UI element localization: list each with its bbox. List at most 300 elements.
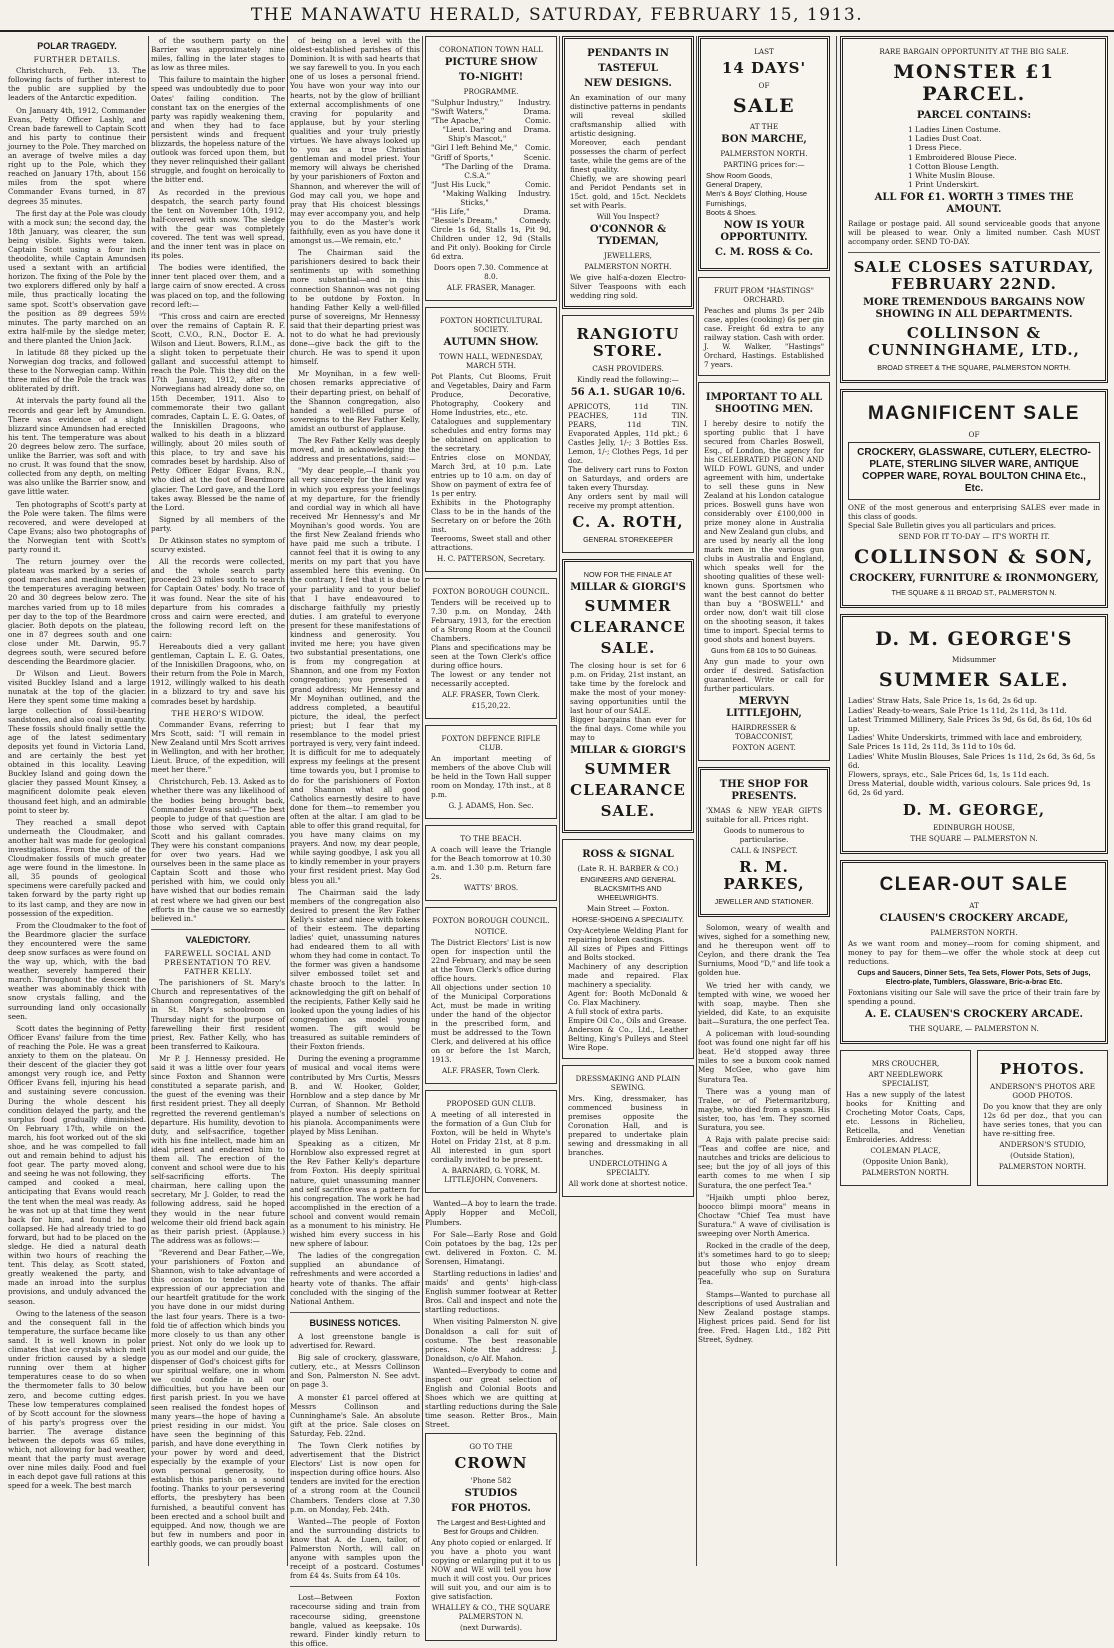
ad-title: NEW DESIGNS. xyxy=(584,78,672,89)
paragraph: Agent for: Booth McDonald & Co. Flax Machinery. xyxy=(568,989,688,1008)
ad-title: SALE xyxy=(732,95,796,117)
signature: H. C. PATTERSON, Secretary. xyxy=(436,554,546,564)
list-item: Ladies' White Underskirts, trimmed with lace and embroidery, Sale Prices 1s 11d, 2s 11d, 3s 11d to 10s 6d. xyxy=(848,733,1083,752)
paragraph: From the Cloudmaker to the foot of the Beardmore glacier the surface they encountered were the same deep snow surfaces as were found on the way up, which, with the bad weather, severely hampered their march. Throughout the descent the weather was abominably thick with snow crystals falling, and the surrounding land only occasionally seen. xyxy=(8,920,146,1021)
ad-heading: DRESSMAKING AND PLAIN SEWING. xyxy=(575,1074,681,1093)
item-list xyxy=(706,171,822,217)
paragraph: The ladies of the congregation supplied an abundance of refreshments and were accorded a hearty vote of thanks. The affair concluded with the singing of the National Anthem. xyxy=(290,1251,420,1306)
article-subheading: FURTHER DETAILS. xyxy=(33,55,121,65)
film-row-cell: "The Apache," xyxy=(431,116,485,126)
bottom-ads xyxy=(840,1050,1108,1192)
classified: Wanted—A boy to learn the trade. Apply Hopper and McColl, Plumbers. xyxy=(425,1199,557,1227)
ad-heading: GO TO THE xyxy=(469,1441,513,1451)
column-rule xyxy=(836,36,837,1566)
ad-title: IMPORTANT TO ALL SHOOTING MEN. xyxy=(705,392,823,416)
ad-subheading: ANDERSON'S PHOTOS ARE GOOD PHOTOS. xyxy=(990,1081,1095,1100)
paragraph: Speaking as a citizen, Mr Hornblow also expressed regret at the Rev Father Kelly's departure from Foxton. His deeply spiritual nature, quiet unassuming manner and self sacrifice was a pattern for his congregation. The work he had accomplished in the erection of a school and convent would remain as a monument to his ministry. He wished him every success in his new sphere of labour. xyxy=(290,1139,420,1249)
ad-heading: FOXTON BOROUGH COUNCIL. xyxy=(432,587,550,597)
sugar-price: 56 A.1. SUGAR 10/6. xyxy=(570,387,686,398)
advertiser-name: D. M. GEORGE, xyxy=(902,800,1046,819)
address: (Outside Station), xyxy=(1010,1150,1075,1160)
rangiotu-store-ad xyxy=(562,315,694,553)
paragraph: "My dear people,—I thank you all very sincerely for the kind way in which you express your feelings at my departure, for the friendly and cordial way in which all have received Mr Hennessy's and Mr Moynihan's good words. You are the first New Zealand friends who have paid me such a tribute. I cannot feel that it is owing to any merits on my part that you have assembled here this evening. On the contrary, I feel that it is due to your partiality and to your belief that I have endeavoured to discharge faithfully my priestly duties. I am grateful to everyone present for these manifestations of kindness and generosity. You invited me here; you have given two substantial presentations, one is from my congregation at Shannon, and one from my Foxton congregation; you presented a grand address; Mr Hennessy and Mr Moynihan outlined, and the address completed, a beautiful picture, the ideal, the perfect priest; but I fear that my resemblance to the model priest portrayed is very, very faint indeed. It is difficult for me to adequately express my feelings at the present time towards you, but I promise to do for the parishioners of Foxton and Shannon what all good Catholics earnestly desire to have done for them—to remember you often at the altar. I am glad to be able to offer this grand requital, for you have many claims on my prayers. And now, my dear people, while saying goodbye, I ask you all to kindly remember in your prayers your first resident priest. May God bless you all." xyxy=(290,466,420,885)
ad-heading: CORONATION TOWN HALL xyxy=(439,45,543,54)
signature: ALF. FRASER, Town Clerk. xyxy=(442,1066,540,1076)
advertiser-name: ANDERSON'S STUDIO, xyxy=(999,1139,1086,1149)
ad-title: PHOTOS. xyxy=(999,1059,1086,1078)
goods-list: Cups and Saucers, Dinner Sets, Tea Sets, Flower Pots, Sets of Jugs, Electro-plate, Tumblers, Glassware, Bric-a-brac Etc. xyxy=(857,967,1091,986)
price-list xyxy=(568,402,688,429)
anderson-photos-ad xyxy=(977,1050,1108,1186)
paragraph: "This cross and cairn are erected over the remains of Captain R. F. Scott, C.V.O., R.N., Doctor E. A. Wilson and Lieut. Bowers, R.I.M., as a slight token to perpetuate their gallant and successful attempt to reach the Pole. This they did on the 17th January, 1912, after the Norwegians had already done so, on 15th December, 1911. Also to commemorate their two gallant comrades, Captain L. E. G. Oates, of the Inniskillen Dragoons, who walked to his death in a blizzard willingly, about 20 miles south of this place, to try and save his comrades beset by hardship. Also of Petty Officer Edgar Evans, R.N., who died at the foot of Beardmore glacier. The Lord gave, and the Lord takes away. Blessed be the name of the Lord. xyxy=(151,311,285,512)
dressmaking-ad xyxy=(562,1065,694,1197)
paragraph: A full stock of extra parts. xyxy=(568,1007,663,1017)
classified: When visiting Palmerston N. give Donaldson a call for suit of costume. The best reasonable prices. Note the address: J. Donaldson, c/o Alf. Mahon. xyxy=(425,1317,557,1363)
paragraph: Evaporated Apples, 11d pkt.; 6 Castles Jelly, 1/-; 3 Bottles Ess. Lemon, 1/-; Clothes Pegs, 1d per doz. xyxy=(568,429,688,466)
list-item: 1 Ladies Dust Coat. xyxy=(908,134,982,144)
ad-title: SUMMER xyxy=(584,597,672,616)
ad-title: MONSTER £1 PARCEL. xyxy=(893,61,1055,105)
paragraph: Mrs. King, dressmaker, has commenced business in premises opposite the Coronation Hall, and is prepared to undertake plain sewing and dressmaking in all branches. xyxy=(568,1094,688,1158)
classified: A policeman with loud-sounding foot was found one night far off his beat. He'd stopped away three miles to see a buxom cook named Meg McGee, who gave him Suratura Tea. xyxy=(698,1029,830,1084)
list-item: Ladies' White Muslin Blouses, Sale Prices 1s 11d, 2s 6d, 3s 6d, 5s 6d. xyxy=(848,751,1096,770)
column-1 xyxy=(8,36,146,1566)
advertiser-name: A. E. CLAUSEN'S CROCKERY ARCADE. xyxy=(865,1008,1083,1020)
paragraph: Goods to numerous to particularise. xyxy=(723,826,805,845)
film-list xyxy=(431,98,551,225)
ad-subheading: (Late R. H. BARBER & CO.) xyxy=(577,864,679,874)
film-row-cell: Comic. xyxy=(525,116,551,126)
divider xyxy=(848,252,1100,253)
ad-heading: PROPOSED GUN CLUB. xyxy=(446,1099,536,1109)
paragraph: Foxtonians visiting our Sale will save the price of their train fare by spending a pound. xyxy=(848,987,1100,1006)
signature: WHALLEY & CO., THE SQUARE PALMERSTON N. xyxy=(431,1602,551,1621)
advertiser-name: O'CONNOR & TYDEMAN, xyxy=(589,224,667,247)
film-row-cell: Industry. xyxy=(517,188,551,198)
section-heading: BUSINESS NOTICES. xyxy=(309,1317,401,1328)
ad-subheading: CASH PROVIDERS. xyxy=(592,364,664,373)
tagline: NOW IS YOUR OPPORTUNITY. xyxy=(720,220,808,244)
rifle-club-ad xyxy=(425,725,557,819)
film-row xyxy=(431,153,551,162)
classified: Stamps—Wanted to purchase all descriptions of used Australian and New Zealand postage stamps. Highest prices paid. Send for list free. Fred. Hagen Ltd., 182 Pitt Street, Sydney. xyxy=(698,1289,830,1345)
ad-title: CROWN xyxy=(454,1453,528,1472)
film-row-cell: "Griff of Sports," xyxy=(431,152,494,162)
column-7 xyxy=(840,36,1108,1566)
paragraph: The parishioners of St. Mary's Church and representatives of the Shannon congregation, assembled in St. Mary's schoolroom on Thursday night for the purpose of farewelling their first resident priest, Rev. Father Kelly, who has been transferred to Kaikoura. xyxy=(151,978,285,1051)
advertiser-trade: JEWELLER AND STATIONER. xyxy=(714,897,814,907)
list-item: Dress Material, double width, various colours. Sale prices 9d, 1s 6d, 2s 6d yard. xyxy=(848,779,1091,798)
list-item: Boots & Shoes. xyxy=(706,207,757,217)
advertiser-town: FOXTON AGENT. xyxy=(732,743,796,753)
signature: A. BARNARD, G. YORK, M. LITTLEJOHN, Conveners. xyxy=(441,1166,541,1185)
film-row xyxy=(431,143,551,152)
ad-subheading: The Largest and Best-Lighted and Best for Groups and Children. xyxy=(436,1517,546,1536)
list-item: 1 Embroidered Blouse Piece. xyxy=(908,152,1017,162)
price-row-cell: TIN. xyxy=(671,420,688,430)
ad-title: SALE. xyxy=(600,802,656,821)
advertiser-name: ROSS & SIGNAL xyxy=(582,849,674,861)
paragraph: A lost greenstone bangle is advertised for. Reward. xyxy=(290,1331,420,1351)
advertiser-town: PALMERSTON NORTH. xyxy=(584,262,672,271)
film-row xyxy=(431,207,551,216)
ad-subheading: Midsummer xyxy=(952,655,996,665)
film-row-cell: "His Life," xyxy=(431,207,470,217)
ad-heading: TO THE BEACH. xyxy=(460,834,522,844)
column-3 xyxy=(290,36,420,1648)
ad-title: SUMMER SALE. xyxy=(878,669,1070,692)
column-rule xyxy=(696,36,697,1566)
price-row-cell: PEARS, xyxy=(568,420,597,430)
paragraph: Will You Inspect? xyxy=(596,212,660,221)
ad-heading: NOW FOR THE FINALE AT xyxy=(583,570,673,580)
list-item: Ladies' Ready-to-wears, Sale Price 1s 11d, 2s 11d, 3s 11d. xyxy=(848,705,1067,715)
advertiser-trade: HAIRDRESSER & TOBACCONIST, xyxy=(731,723,797,742)
paragraph: Signed by all members of the party. xyxy=(151,514,285,533)
address: Main Street — Foxton. xyxy=(586,904,670,914)
advertiser-town: PALMERSTON NORTH. xyxy=(720,149,808,158)
paragraph: Empire Oil Co., Oils and Grease. xyxy=(568,1016,687,1026)
film-row-cell: Drama. xyxy=(523,125,551,135)
paragraph: Oxy-Acetylene Welding Plant for repairing broken castings. xyxy=(568,926,688,945)
paragraph: An important meeting of members of the above Club will be held in the Town Hall supper room on Monday, 17th inst., at 8 p.m. xyxy=(431,754,551,800)
paragraph: 'XMAS & NEW YEAR GIFTS suitable for all. Prices right. xyxy=(706,806,822,825)
crown-studios-ad xyxy=(425,1433,557,1641)
list-item: 1 Cotton Blouse Length. xyxy=(908,161,1000,171)
ad-title: THE SHOP FOR PRESENTS. xyxy=(719,779,809,803)
paragraph: All sizes of Pipes and Fittings and Bolts stocked. xyxy=(568,944,688,963)
beach-coach-ad xyxy=(425,825,557,901)
advertiser-trade: ENGINEERS AND GENERAL BLACKSMITHS AND WHEELWRIGHTS. xyxy=(580,875,676,903)
monster-parcel-ad xyxy=(840,36,1108,383)
ad-subheading: ALL FOR £1. WORTH 3 TIMES THE AMOUNT. xyxy=(874,192,1074,216)
price-row xyxy=(568,420,688,429)
ad-subheading: MORE TREMENDOUS BARGAINS NOW SHOWING IN ALL DEPARTMENTS. xyxy=(863,297,1085,321)
address: COLEMAN PLACE, xyxy=(870,1145,941,1155)
ad-subheading: PARCEL CONTAINS: xyxy=(916,110,1032,121)
paragraph: Pot Plants, Cut Blooms, Fruit and Vegetables, Dairy and Farm Produce, Decorative, Photography, Cookery and Home Industries, etc., etc. xyxy=(431,372,551,418)
picture-show-ad xyxy=(425,36,557,301)
column-6 xyxy=(698,36,830,1566)
advertiser-name: BON MARCHE, xyxy=(721,134,807,145)
list-item: 1 White Muslin Blouse. xyxy=(908,171,995,181)
price-row-cell: APRICOTS, xyxy=(568,402,611,411)
column-rule xyxy=(287,36,288,1566)
parkes-ad xyxy=(698,767,830,917)
paragraph: A coach will leave the Triangle for the Beach tomorrow at 10.30 a.m. and 1.30 p.m. Return fare 2s. xyxy=(431,845,551,882)
advertiser-name: COLLINSON & SON, xyxy=(854,546,1094,569)
paragraph: In latitude 88 they picked up the Norwegian dog tracks, and followed these to the Norwegian camp. Within three miles of the Pole the track was obliterated by drift. xyxy=(8,348,146,394)
advertiser-name: MERVYN LITTLEJOHN, xyxy=(726,696,802,720)
dm-george-ad xyxy=(840,614,1108,853)
paragraph: At intervals the party found all the records and gear left by Amundsen. There was evidence of a slight blizzard since Amundsen had erected his tent. The temperature was about 20 degrees below zero. The surface, unlike the Barrier, was soft and with no crust. It was found that the snow, collected from any depth, on melting was also unlike the Barrier snow, and gave little water. xyxy=(8,396,146,497)
column-rule xyxy=(422,36,423,1566)
doors: Doors open 7.30. Commence at 8.0. xyxy=(433,263,549,282)
article-subheading: FAREWELL SOCIAL AND PRESENTATION TO REV. FATHER KELLY. xyxy=(164,948,272,977)
paragraph: Hereabouts died a very gallant gentleman, Captain L. E. G. Oates, of the Inniskillen Dragoons, who, on their return from the Pole in March, 1912, willingly walked to his death in a blizzard to try and save his comrades beset by hardship. xyxy=(151,642,285,706)
film-row-cell: "Girl I left Behind Me," xyxy=(431,143,518,153)
paragraph: Commander Evans, referring to Mrs Scott, said: "I will remain in New Zealand until Mrs Scott arrives in Wellington, and with her brother, Lieut. Bruce, of the expedition, will meet her there." xyxy=(151,719,285,775)
ad-title: STUDIOS xyxy=(464,1487,518,1499)
paragraph: Kindly read the following:— xyxy=(577,375,679,384)
section-heading: THE HERO'S WIDOW. xyxy=(171,708,265,718)
column-rule xyxy=(148,36,149,1566)
classified: For Sale—Early Rose and Gold Coin potatoes by the bag, 12s per cwt. delivered in Foxton. C. M. Sorensen, Himatangi. xyxy=(425,1229,557,1266)
ad-title: CLEARANCE xyxy=(570,781,686,800)
ad-title: CLEARANCE xyxy=(570,618,686,637)
paragraph: SEND FOR IT TO-DAY — IT'S WORTH IT. xyxy=(898,532,1050,542)
paragraph: During the evening a programme of musical and vocal items were contributed by Mrs Curtis, Messrs B. and W. Hooker, Golder, Hornblow and a step dance by Mr Curran, of Shannon. Mr Bethold played a number of selections on his pianola. Accompaniments were played by Miss Lenihan. xyxy=(290,1054,420,1137)
ad-title: PICTURE SHOW xyxy=(444,57,538,68)
column-rule xyxy=(559,36,560,1566)
speciality: HORSE-SHOEING A SPECIALITY. xyxy=(572,915,684,925)
paragraph: Railage or postage paid. All sound serviceable goods that anyone will be pleased to wear. Only a limited number. Cash MUST accompany order. SEND TO-DAY. xyxy=(848,219,1100,247)
borough-council-ad xyxy=(425,578,557,719)
column-2 xyxy=(151,36,285,1566)
advertiser-name: MRS CROUCHER, xyxy=(871,1058,940,1068)
paragraph: The delivery cart runs to Foxton on Saturdays, and orders are taken every Thursday. xyxy=(568,465,688,493)
article-heading: POLAR TRAGEDY. xyxy=(37,41,117,51)
divider xyxy=(290,1586,420,1587)
film-row-cell: "Lieut. Daring and Ship's Mascot," xyxy=(442,125,512,144)
column-5 xyxy=(562,36,694,1566)
paragraph: Any gun made to your own order if desired. Satisfaction guaranteed. Write or call for further particulars. xyxy=(704,657,824,694)
paragraph: "Reverend and Dear Father,—We, your parishioners of Foxton and Shannon, wish to take advantage of this occasion to tender you the expression of our appreciation and our heartfelt gratitude for the work you have done in our midst during the last four years. There is a two-fold tie of affection which binds you more closely to us than any other priest. Not only do we look up to you as our model and our guide, the dispenser of God's choicest gifts for our spiritual welfare, one in whom we could confide in all our difficulties, but you have been our first parish priest. In you we have seen realised the fondest hopes of many years—the hope of having a priest residing in our midst. You have seen the beginning of this parish, and have done everything in your power by word and deed, especially by the example of your own personal generosity, to establish this parish on a sound footing. Thanks to your persevering efforts, the presbytery has been furnished, a beautiful convent has been erected and a school built and equipped. And now, though we are but few in numbers and poor in earthly goods, we can proudly boast xyxy=(151,1247,285,1548)
paragraph: As recorded in the previous despatch, the search party found the tent on November 10th, 1912, half-covered with snow. The sledge with the gear was completely covered. The tent was well spread, and the inner tent was in place on its poles. xyxy=(151,187,285,261)
paragraph: Christchurch, Feb. 13. Asked as to whether there was any likelihood of the bodies being brought back, Commander Evans said:—"The best people to judge of that question are those who served with Captain Scott and his gallant comrades. They were his constant companions for over two years. Had we ourselves been in the same place as Captain Scott and those who perished with him, we could only have wished that our bodies remain at rest where we had given our best efforts in the cause we so earnestly believed in." xyxy=(151,777,285,923)
classified: Wanted—Everybody to come and inspect our great selection of English and Colonial Boots and Shoes which we are quitting at startling reductions during the Sale time season. Retter Bros., Main Street. xyxy=(425,1365,557,1430)
paragraph: The first day at the Pole was cloudy with a mock sun; the second day, the 18th January, was clearer, the sun being visible. Sights were taken. Captain Scott using a four inch theodolite, while Captain Amundsen used a sextant with an artificial horizon. The fixing of the Pole by the two explorers differed only by half a mile, thus practically locating the same spot. Scott's observation gave the position as 89 degrees 59½ minutes. The party marched on an extra half-mile by the sledge meter, and there planted the Union Jack. xyxy=(8,208,146,345)
phone: 'Phone 582 xyxy=(470,1475,512,1485)
paragraph: The return journey over the plateau was marked by a series of good marches and medium weather, the temperatures averaging between 20 and 30 degrees below zero. The marches varied from up to 18 miles per day to the top of the Beardmore glacier. Both depots on the plateau, one in 87 degrees south and one close under Mt. Darwin, 95.7 degrees south, were secured before descending the Beardmore glacier. xyxy=(8,557,146,667)
ad-title: SUMMER xyxy=(584,760,672,779)
clausen-ad xyxy=(840,860,1108,1044)
paragraph: Christchurch, Feb. 13. The following facts of further interest to the public are supplied by the leaders of the Antarctic expedition. xyxy=(8,66,146,103)
ad-heading: LAST xyxy=(754,47,774,56)
film-row-cell: Drama. xyxy=(523,107,551,117)
classified: A Raja with palate precise said: "Teas and coffee are nice, and nautches and tricks are delicious to see; but the joy of all joys of this earth comes to me when I sip Suratura, the one perfect Tea." xyxy=(698,1135,830,1190)
address: (Opposite Union Bank), xyxy=(862,1156,949,1166)
price-row xyxy=(568,402,688,411)
advertiser-name: MILLAR & GIORGI'S xyxy=(570,745,686,757)
list-item: Show Room Goods, xyxy=(706,171,773,180)
ad-title: TASTEFUL xyxy=(598,63,658,74)
paragraph: The Chairman said the lady members of the congregation also desired to present the Rev Father Kelly's sister and niece with tokens of their esteem. The departing ladies' quiet, unassuming natures had endeared them to all with whom they had come in contact. To the former was given a handsome silver embossed toilet set and chaste brooch to the latter. In acknowledging the gift on behalf of the recipients, Father Kelly said he looked upon the young ladies of his congregation as model young women. The gift would be treasured as suitable reminders of their Foxton friends. xyxy=(290,887,420,1052)
film-row xyxy=(431,107,551,116)
paragraph: Chiefly, we are showing pearl and Peridot Pendants set in 15ct. gold, and 15ct. Necklets set with Pearls. xyxy=(570,174,686,210)
column-4 xyxy=(425,36,558,1632)
advertiser-name: C. M. ROSS & Co. xyxy=(715,247,813,259)
paragraph: Mr Moynihan, in a few well-chosen remarks appreciative of their departing priest, on behalf of the Shannon congregation, also handed a well-filled purse of sovereigns to the Rev Father Kelly, amidst an outburst of applause. xyxy=(290,369,420,433)
ad-subheading: OF xyxy=(758,81,770,90)
advertiser-town: PALMERSTON NORTH. xyxy=(930,927,1018,937)
advertiser-name: D. M. GEORGE'S xyxy=(875,628,1073,651)
film-row-cell: "Sulphur Industry," xyxy=(431,98,504,107)
film-row-cell: Comic. xyxy=(525,179,551,189)
paragraph: All objections under section 10 of the Municipal Corporations Act, must be made in writing under the hand of the objector in the prescribed form, and must be addressed to the Town Clerk, and delivered at his office on or before the 1st March, 1913. xyxy=(431,983,551,1065)
paragraph: All the records were collected, and the whole search party proceeded 23 miles south to search for Captain Oates' body. No trace of it was found. Near the site of his departure from his comrades a cross and cairn were erected, and the following record left on the cairn: xyxy=(151,557,285,639)
divider xyxy=(151,929,285,930)
ad-title: SALE. xyxy=(600,639,656,658)
price-row-cell: 11d xyxy=(633,411,648,421)
paragraph: PARTING prices for:— xyxy=(723,160,805,169)
classified: Rocked in the cradle of the deep, it's sometimes hard to go to sleep; but those who enjoy dream peacefully who sup on Suratura Tea. xyxy=(698,1241,830,1287)
ad-heading: FOXTON BOROUGH COUNCIL. xyxy=(432,916,550,926)
classified: Solomon, weary of wealth and wives, sighed for a something new, and he thereupon went off to Ceylon, and there drank the Tea Surniums, Mood "D," and life took a golden hue. xyxy=(698,923,830,978)
lost-notice: Lost—Between Foxton racecourse siding and train from racecourse siding, greenstone bangle, valued as keepsake. 10s reward. Finder kindly return to this office. xyxy=(290,1593,420,1648)
ad-heading: RARE BARGAIN OPPORTUNITY AT THE BIG SALE. xyxy=(879,47,1069,56)
paragraph: Ten photographs of Scott's party at the Pole were taken. The films were recovered, and were developed at Cape Evans; also two photographs of the Norwegian tent with Scott's party round it. xyxy=(8,499,146,554)
advertiser-town: PALMERSTON NORTH. xyxy=(861,1167,950,1177)
prices: Circle 1s 6d, Stalls 1s, Pit 9d, Children under 12, 9d (Stalls and Pit only). Booking for Circle 6d extra. xyxy=(431,225,551,262)
paragraph: Plans and specifications may be seen at the Town Clerk's office during office hours. xyxy=(431,643,551,671)
programme-heading: PROGRAMME. xyxy=(463,87,519,96)
speciality: UNDERCLOTHING A SPECIALTY. xyxy=(588,1159,668,1178)
advertiser-name: COLLINSON & CUNNINGHAME, LTD., xyxy=(868,324,1080,360)
film-row-cell: "Bessie's Dream," xyxy=(431,216,498,226)
list-item: Flowers, sprays, etc., Sale Prices 6d, 1s, 1s 11d each. xyxy=(848,770,1050,780)
advertiser-trade: GENERAL STOREKEEPER xyxy=(583,535,673,545)
advertiser-name: R. M. PARKES, xyxy=(723,858,805,894)
ad-subheading: OF xyxy=(968,430,980,440)
list-item: Latest Trimmed Millinery, Sale Prices 3s 9d, 6s 6d, 8s 6d, 10s 6d up. xyxy=(848,714,1092,734)
paragraph: The Rev Father Kelly was deeply moved, and in acknowledging the address and presentations, said:— xyxy=(290,436,420,464)
paragraph: An examination of our many distinctive patterns in pendants will reveal skilled craftsmanship allied with artistic designing. xyxy=(570,93,686,138)
magnificent-sale-ad xyxy=(840,389,1108,608)
paragraph: Big sale of crockery, glassware, cutlery, etc., at Messrs Collinson and Son, Palmerston N. See advt. on page 3. xyxy=(290,1353,420,1390)
address: THE SQUARE, — PALMERSTON N. xyxy=(909,1023,1039,1033)
ad-title: MAGNIFICENT SALE xyxy=(868,403,1080,425)
advertiser-town: PALMERSTON NORTH. xyxy=(998,1161,1087,1171)
classified: Startling reductions in ladies' and maids' and gents' high-class English summer footwear at Retter Bros. Call and inspect and note the startling reductions. xyxy=(425,1268,558,1315)
paragraph: This failure to maintain the higher speed was undoubtedly due to poor Oates' failing condition. The constant tax on the energies of the party was rapidly weakening them, and when they had to face persistent winds and frequent blizzards, the hopeless nature of the outlook was forced upon them, but they never relinquished their gallant struggle, and fought on heroically to the bitter end. xyxy=(151,75,286,185)
ad-heading: FOXTON DEFENCE RIFLE CLUB. xyxy=(441,734,541,753)
goods-list: CROCKERY, GLASSWARE, CUTLERY, ELECTRO-PLATE, STERLING SILVER WARE, ANTIQUE COPPER WARE, ROYAL BOULTON CHINA Etc., Etc. xyxy=(848,442,1100,500)
film-row-cell: "Making Walking Sticks," xyxy=(442,188,507,208)
paragraph: All work done at shortest notice. xyxy=(568,1179,688,1189)
paragraph: Bigger bargains than ever for the final days. Come while you may to xyxy=(570,715,686,743)
paragraph: They reached a small depot underneath the Cloudmaker, and another halt was made for geological investigations. From the side of the Cloudmaker fossils of much greater age were found in the limestone. In all, 35 pounds of geological specimens were carefully packed and taken forward by the party right up to its last camp, and they are now in possession of the expedition. xyxy=(8,817,146,918)
paragraph: Teerooms, Sweet stall and other attractions. xyxy=(431,534,551,553)
advertiser-trade: ART NEEDLEWORK SPECIALIST, xyxy=(868,1069,943,1088)
paragraph: of being on a level with the oldest-established parishes of this Dominion. It is with sad hearts that we say farewell to you. In you each one of us loses a personal friend. You have won your way into our hearts, not by the glow of brilliant external accomplishments of one craving for popularity and applause, but by your sterling qualities and your truly priestly virtues. We have always looked up to you as a true Christian gentleman and model priest. Your memory will always be cherished by your parishioners of Foxton and Shannon, and wherever the will of God may call you, we hope and pray that His choicest blessings may ever accompany you, and help you to do the Master's work faithfully, even as you have done it amongst us.—We remain, etc." xyxy=(290,36,420,246)
address: THE SQUARE — PALMERSTON N. xyxy=(910,833,1038,843)
paragraph: Owing to the lateness of the season and the consequent fall in the temperature, the surface became like sand. It is well known in polar climates that ice crystals which melt under friction caused by a sledge running over them at higher temperatures cease to do so when the thermometer falls to 30 below zero, and become cutting edges. These low temperatures complained of by Scott account for the slowness of his party's progress over the barrier. The average distance between the depots was 65 miles, which, not allowing for bad weather, meant that the party must average over nine miles daily. Food and fuel in each depot gave full rations at this speed for a week. The best march xyxy=(8,1308,146,1491)
film-row-cell: Scenic. xyxy=(523,152,551,162)
ad-subheading: NOTICE. xyxy=(474,927,508,937)
paragraph: The District Electors' List is now open for inspection until the 22nd February, and may be seen at the Town Clerk's office during office hours. xyxy=(431,938,551,984)
gun-club-ad xyxy=(425,1090,557,1193)
paragraph: The Chairman said the parishioners desired to back their sentiments up with something more substantial—and in this connection Shannon was not going to be outdone by Foxton. In handing Father Kelly a well-filled purse of sovereigns, Mr Hennessy said that their departing priest was not to do what he had previously done—give back the gift to the church. He was to spend it upon himself. xyxy=(290,248,420,367)
paragraph: CALL & INSPECT. xyxy=(730,846,798,856)
fruit-ad xyxy=(698,277,830,376)
film-row xyxy=(431,98,551,107)
paragraph: On January 4th, 1912, Commander Evans, Petty Officer Lashly, and Crean bade farewell to Captain Scott and his party to continue their journey to the Pole. They marched on an average of twelve miles a day right up to the Pole, which they reached on January 17th, about 156 miles from the spot where Commander Evans turned, in 87 degrees 35 minutes. xyxy=(8,105,146,206)
classified: "Hjaikh umpti phloo berez, boocco blimpi moora" means in Choctaw "Chief Tea must have Suratura." A wave of civilisation is sweeping over North America. xyxy=(698,1192,830,1239)
croucher-ad xyxy=(840,1050,971,1186)
electors-list-ad xyxy=(425,907,557,1084)
item-list xyxy=(848,696,1100,797)
paragraph: A monster £1 parcel offered at Messrs Collinson and Cunninghame's Sale. An absolute gift at the price. Sale closes on Saturday, Feb. 22nd. xyxy=(290,1392,420,1438)
ad-heading: FOXTON HORTICULTURAL SOCIETY. xyxy=(439,316,543,335)
list-item: General Drapery, xyxy=(706,180,763,190)
paragraph: ONE of the most generous and enterprising SALES ever made in this class of goods. xyxy=(848,503,1100,522)
film-row-cell: "The Darling of the C.S.A." xyxy=(441,161,514,180)
paragraph: A meeting of all interested in the formation of a Gun Club for Foxton, will be held in Whyte's Hotel on Friday 21st, at 8 p.m. All interested in gun sport cordially invited to be present. xyxy=(431,1110,551,1165)
ad-title: CLEAR-OUT SALE xyxy=(879,873,1069,895)
paragraph: Tenders will be received up to 7.30 p.m. on Monday, 24th February, 1913, for the erection of a Strong Room at the Council Chambers. xyxy=(431,598,551,644)
film-row xyxy=(431,162,551,180)
paragraph: Dr Wilson and Lieut. Bowers visited Buckley Island and a large nunatak at the top of the glacier. Here they spent some time making a large collection of fossil-bearing sandstones, and also coal in quantity. These fossils should finally settle the age of the latest sedimentary deposits yet found in Victoria Land, and are certainly the best yet obtained in this locality. Leaving Buckley Island and going down the glacier they passed Mount Kinsey, a magnificent dolomite peak eleven thousand feet high, and an admirable point to steer by. xyxy=(8,669,146,815)
list-item: 1 Print Underskirt. xyxy=(908,180,980,190)
ross-signal-ad xyxy=(562,839,694,1059)
paragraph: Any photo copied or enlarged. If you have a photo you want copying or enlarging put it to us NOW and WE will tell you how much it will cost you. Our prices will suit you, and our aim is to give satisfaction. xyxy=(431,1537,551,1601)
film-row xyxy=(431,189,551,207)
price-row xyxy=(568,411,688,420)
paragraph: Catalogues and supplementary schedules and entry forms may be obtained on application to the secretary. xyxy=(431,417,551,454)
pendants-ad xyxy=(562,36,694,309)
item-list xyxy=(848,125,1100,189)
paragraph: The closing hour is set for 6 p.m. on Friday, 21st instant, an take time by the forelock and make the most of your money-saving opportunities until the last hour of our SALE. xyxy=(570,661,686,716)
ad-subheading: AT xyxy=(969,900,979,910)
paragraph: Wanted—The people of Foxton and the surrounding districts to know that A. de Luen, tailor, of Palmerston North, will call on anyone with samples upon the receipt of a postcard. Costumes from £4 4s. Suits from £4 10s. xyxy=(290,1516,420,1581)
film-row-cell: "Swift Waters," xyxy=(431,107,488,117)
paragraph: Peaches and plums 3s per 24lb case, apples (cooking) 6s per gin case. Freight 6d extra to any railway station. Cash with order. J. W. Walker, "Hastings" Orchard, Hastings. Established 7 years. xyxy=(704,306,824,370)
ad-title: RANGIOTU STORE. xyxy=(576,325,680,360)
film-row-cell: Drama. xyxy=(523,161,551,171)
classified: We tried her with candy, we tempted with wine, we wooed her with soap, maybe. Then she yielded, did Kate, to an exquisite bait—Suratura, the one perfect Tea. xyxy=(698,980,830,1026)
paragraph: Has a new supply of the latest books for Knitting and Crocheting Motor Coats, Caps, etc. Lessons in Richelieu, Reticella, and Venetian Embroideries. Address: xyxy=(846,1089,965,1144)
article-heading: VALEDICTORY. xyxy=(185,934,251,945)
paragraph: Entries close on MONDAY, March 3rd, at 10 p.m. Late entries up to 10 a.m. on day of Show on payment of extra fee of 1s per entry. xyxy=(431,453,551,499)
ad-heading: FRUIT FROM "HASTINGS" ORCHARD. xyxy=(714,286,814,305)
paragraph: The lowest or any tender not necessarily accepted. xyxy=(431,670,551,689)
advertiser-house: EDINBURGH HOUSE, xyxy=(933,822,1015,832)
bon-marche-ad xyxy=(698,36,830,271)
reference: £15,20,22. xyxy=(471,701,511,711)
advertiser-trade: JEWELLERS, xyxy=(604,251,652,260)
film-row-cell: "Just His Luck," xyxy=(431,179,491,189)
ad-title: TO-NIGHT! xyxy=(458,72,524,83)
advertiser-name: CLAUSEN'S CROCKERY ARCADE, xyxy=(879,912,1069,924)
paragraph: Exhibits in the Photography Class to be in the hands of the Secretary on or before the 26th inst. xyxy=(431,498,551,535)
shooting-ad xyxy=(698,382,830,761)
paragraph: Special Sale Bulletin gives you all particulars and prices. xyxy=(848,521,1057,531)
millar-giorgi-ad xyxy=(562,559,694,833)
film-row-cell: Comedy. xyxy=(519,216,551,226)
ad-subheading: AT THE xyxy=(749,122,779,131)
film-row xyxy=(431,180,551,189)
signature: ALF. FRASER, Town Clerk. xyxy=(442,690,540,700)
address-note: (next Durwards). xyxy=(460,1622,522,1632)
film-row xyxy=(431,125,551,143)
paragraph: Anderson & Co., Ltd., Leather Belting, King's Pulleys and Steel Wire Rope. xyxy=(568,1025,688,1053)
list-item: Ladies' Straw Hats, Sale Price 1s, 1s 6d, 2s 6d up. xyxy=(848,696,1037,706)
film-row-cell: Comic. xyxy=(525,143,551,153)
price-row-cell: TIN. xyxy=(671,402,688,411)
paragraph: Mr P. J. Hennessy presided. He said it was a little over four years since Foxton and Shannon were constituted a separate parish, and the guest of the evening was their first resident priest. They all deeply regretted the reverend gentleman's departure. His humility, devotion to duty, and self-sacrifice, together with his fine intellect, made him an ideal priest and endeared him to them all. The erection of the convent and school were due to his self-sacrificing efforts. The chairman, here calling upon the secretary, Mr J. Golder, to read the following address, said he hoped they would in the near future welcome their old friend back again as their parish priest. (Applause.) The address was as follows:— xyxy=(151,1053,285,1245)
divider xyxy=(290,1312,420,1313)
advertiser-name: MILLAR & GIORGI'S xyxy=(570,582,686,594)
address: THE SQUARE & 11 BROAD ST., PALMERSTON N. xyxy=(891,588,1057,598)
film-row-cell: Industry. xyxy=(517,98,551,107)
ad-title: FOR PHOTOS. xyxy=(451,1502,531,1514)
ad-title: AUTUMN SHOW. xyxy=(443,337,539,349)
paragraph: Moreover, each pendant possesses the charm of perfect taste, while the gems are of the finest quality. xyxy=(570,138,686,174)
paragraph: Machinery of any description made and repaired. Flax machinery a speciality. xyxy=(568,962,688,990)
paragraph: Dr Atkinson states no symptom of scurvy existed. xyxy=(151,535,285,555)
horticultural-ad xyxy=(425,307,557,572)
